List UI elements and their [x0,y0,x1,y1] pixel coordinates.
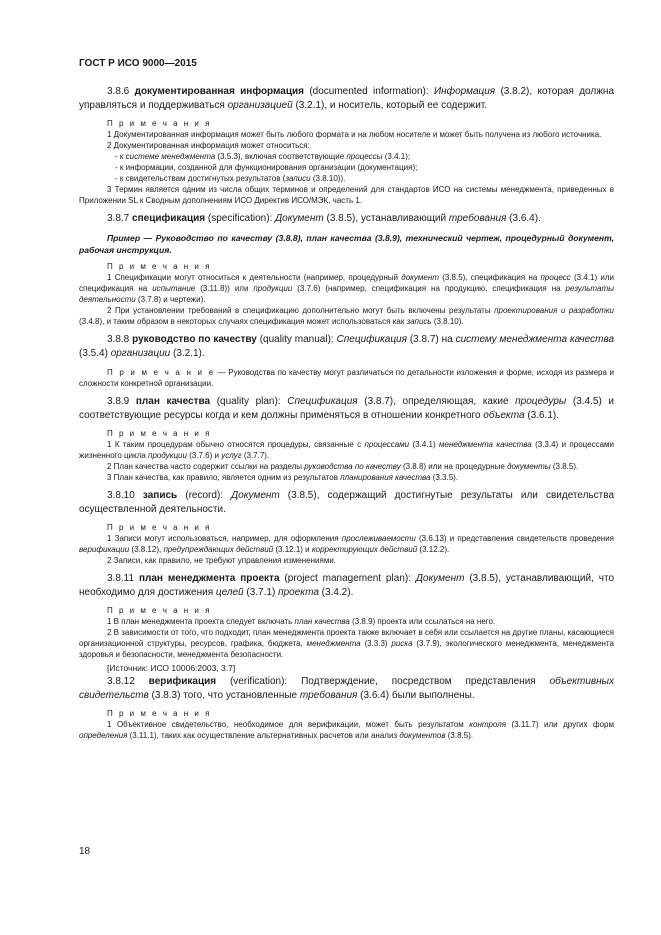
term-ref: Спецификация [336,334,407,345]
note-ref: определения [79,731,128,740]
note-text: (3.12.2). [419,545,450,554]
note-text: (3.4.1); [384,152,411,161]
notes-heading: П р и м е ч а н и я [107,262,212,271]
note-text: (3.8.5). [552,462,579,471]
term-ref: систему менеджмента качества [455,334,615,345]
note-text: 1 Записи могут использоваться, например, для оформления [107,534,339,543]
note-text: (3.4.1) или спецификация на [79,273,614,293]
note-text: (3.3.3) [364,639,388,648]
note-text: (3.3.4) и процессами жизненного цикла [79,440,615,460]
term-number: 3.8.6 [107,86,130,97]
note-ref: запись [406,317,432,326]
note-text: (3.11.7) или других форм [511,720,614,729]
note-ref: риска [391,639,413,648]
note-text: (3.8.10). [433,317,464,326]
term-3-8-12 [79,675,614,703]
note-ref: менеджмента качества [439,440,532,449]
note-ref: планирования качества [340,473,431,482]
note-text: (3.12.1) и [275,545,310,554]
note-text: (3.3.5). [432,473,459,482]
term-text: (3.4.2). [321,587,354,598]
note-bullet [79,151,614,162]
note-text: (3.8.12), [131,545,162,554]
note-ref: документы [507,462,551,471]
note [79,719,614,741]
note-text: 1 К таким процедурам обычно относятся процедуры, связанные с [107,440,362,449]
note [79,533,614,555]
term-3-8-11 [79,572,614,600]
note-text: 3 План качества, как правило, является одним из результатов [107,473,338,482]
term-number: 3.8.11 [107,573,135,584]
note-ref: руководства по качеству [304,462,401,471]
term-ref: целей [215,587,244,598]
note-ref: прослеживаемости [341,534,416,543]
term-text: (3.2.1), и носитель, который ее содержит. [295,100,488,111]
term-3-8-6 [79,85,614,113]
note-text: (3.8.9) проекта или ссылаться на него. [352,617,496,626]
term-text: (3.8.7), определяющая, какие [364,396,509,407]
term-english: (specification): [207,213,273,224]
note-bullet [79,173,614,184]
term-ref: Информация [433,86,496,97]
term-number: 3.8.8 [107,334,130,345]
note-ref: процесс [540,273,571,282]
note-text: (3.7.7). [243,451,270,460]
term-text: (3.2.1). [172,348,205,359]
note-text: 2 При установлении требований в спецификацию дополнительно могут быть включены результаты [107,306,491,315]
note: 2 Документированная информация может относиться: [107,141,310,150]
term-text: (3.6.4) были выполнены. [360,690,475,701]
term-ref: организации [110,348,171,359]
notes-heading: П р и м е ч а н и я [107,429,212,438]
note-text: (3.8.5), спецификация на [442,273,538,282]
source-reference: [Источник: ИСО 10006:2003, 3.7] [107,663,236,673]
note-text: - к [115,152,124,161]
note [79,367,614,389]
term-number: 3.8.7 [107,213,130,224]
note-text: (3.6.13) и представления свидетельств проведения [418,534,615,543]
notes-heading: П р и м е ч а н и я [107,523,212,532]
note [79,305,614,327]
note-text: (3.7.9), экологического менеджмента, менеджмента здоровья и безопасности, менеджмента безопасности. [79,639,614,659]
note-text: (3.8.5). [447,731,474,740]
term-3-8-9 [79,395,614,423]
notes-heading: П р и м е ч а н и я [107,119,212,128]
note [79,472,614,483]
note-ref: план качества [294,617,350,626]
note-text: (3.8.10)). [312,174,346,183]
term-text: (3.7.1) [246,587,276,598]
note: 3 Термин является одним из числа общих терминов и определений для стандартов ИСО на системы менеджмента, приведенных в Приложении SL к Сводным дополнениям ИСО Директив ИСО/МЭК, часть 1. [79,185,614,205]
term-english: (record): [185,490,224,501]
term-number: 3.8.12 [107,676,135,687]
term-ref: объективных свидетельств [79,676,615,701]
note [79,439,614,461]
note-ref: предупреждающих действий [163,545,274,554]
note-ref: испытание [152,284,196,293]
term-text: (3.6.4). [509,213,541,224]
note-ref: контроля [469,720,506,729]
note-text: (3.5.3), включая соответствующие [217,152,345,161]
term-text: (3.4.5) и соответствующие ресурсы когда и кем должны применяться в отношении конкретного [79,396,615,421]
note-ref: процессами [364,440,410,449]
note-text: (3.7.6) и [189,451,219,460]
note-text: 2 План качества часто содержит ссылки на разделы [107,462,303,471]
term-ref: Документ [231,490,280,501]
note-ref: проектирования и разработки [494,306,614,315]
note-ref: системе менеджмента [125,152,216,161]
document-header: ГОСТ Р ИСО 9000—2015 [79,58,197,69]
note-text: 1 Спецификации могут относиться к деятельности (например, процедурный [107,273,399,282]
note-ref: продукции [148,451,187,460]
notes-heading: П р и м е ч а н и я [107,606,212,615]
term-text: (3.8.7) на [409,334,453,345]
term-text: (3.8.5), устанавливающий [326,213,447,224]
term-number: 3.8.9 [107,396,130,407]
term-name: запись [142,490,178,501]
term-ref: Документ [415,573,465,584]
note-ref: верификации [79,545,130,554]
term-3-8-7 [79,212,614,226]
term-ref: требования [448,213,507,224]
note-ref: корректирующих действий [311,545,418,554]
note-text: — Руководства по качеству могут различаться по детальности изложения и форме, исходя из размера и сложности конкретной организации. [79,368,614,388]
note [79,616,614,627]
term-3-8-8 [79,333,614,361]
note-text: 1 В план менеджмента проекта следует включать [107,617,293,626]
term-name: документированная информация [134,86,304,97]
note [79,272,614,305]
note-ref: записи [285,174,311,183]
term-text: Подтверждение, посредством представления [301,676,536,687]
term-ref: организацией [227,100,293,111]
term-ref: требования [299,690,358,701]
term-english: (quality manual): [259,334,334,345]
document-page [79,58,614,741]
note-ref: документ [401,273,439,282]
term-english: (documented information): [309,86,429,97]
note: 1 Документированная информация может быть любого формата и на любом носителе и может быть получена из любого источника. [107,130,602,139]
term-ref: процедуры [515,396,567,407]
note [79,627,614,660]
term-text: (3.6.1). [527,410,559,421]
note-text: - к свидетельствам достигнутых результатов ( [115,174,286,183]
note-text: (3.4.1) [412,440,436,449]
note [79,461,614,472]
term-ref: проекта [278,587,319,598]
note: 2 Записи, как правило, не требуют управления изменениями. [107,556,337,565]
term-text: (3.8.2), которая должна управляться и поддерживаться [79,86,614,111]
term-ref: объекта [483,410,525,421]
note-text: 1 Объективное свидетельство, необходимое для верификации, может быть результатом [107,720,464,729]
term-english: (quality plan): [216,396,281,407]
note-bullet: - к информации, созданной для функционирования организации (документация); [115,163,418,172]
term-number: 3.8.10 [107,490,135,501]
term-text: (3.5.4) [79,348,108,359]
note-ref: продукции [253,284,293,293]
note-label: П р и м е ч а н и е [107,368,216,377]
note-text: (3.7.6) (например, спецификация на продукцию, спецификация на [297,284,561,293]
note-text: (3.11.1), таких как осуществление альтернативных расчетов или анализ [129,731,398,740]
term-english: (verification): [229,676,288,687]
term-text: (3.8.5), содержащий достигнутые результаты или свидетельства осуществленной деятельности. [79,490,615,515]
term-name: план качества [135,396,211,407]
term-name: руководство по качеству [132,334,257,345]
note-ref: менеджмента [306,639,361,648]
note-ref: процессы [346,152,383,161]
term-text: (3.8.5), устанавливающий, что необходимо для достижения [79,573,615,598]
note-text: (3.11.8)) или [200,284,249,293]
term-text: (3.8.3) того, что установленные [151,690,298,701]
term-name: спецификация [132,213,206,224]
term-name: план менеджмента проекта [138,573,280,584]
term-3-8-10 [79,489,614,517]
term-ref: Спецификация [287,396,358,407]
note-ref: услуг [221,451,242,460]
note-text: 2 В зависимости от того, что подходит, план менеджмента проекта также включает в себя или ссылается на другие планы, касающиеся организационной структуры, ресурсов, графика, бюджета, [79,628,614,648]
term-ref: Документ [275,213,324,224]
term-english: (project management plan): [284,573,411,584]
example: Пример — Руководство по качеству (3.8.8), план качества (3.8.9), технический чертеж, процедурный документ, рабочая инструкция. [79,233,614,255]
term-name: верификация [148,676,217,687]
note-ref: результаты деятельности [79,284,614,304]
page-number: 18 [79,846,91,857]
note-ref: документов [399,731,446,740]
notes-heading: П р и м е ч а н и я [107,709,212,718]
note-text: (3.8.8) или на процедурные [402,462,505,471]
note-text: (3.7.8) и чертежи). [137,295,206,304]
note-text: (3.4.8), и таким образом в некоторых случаях спецификация может использоваться как [79,317,405,326]
